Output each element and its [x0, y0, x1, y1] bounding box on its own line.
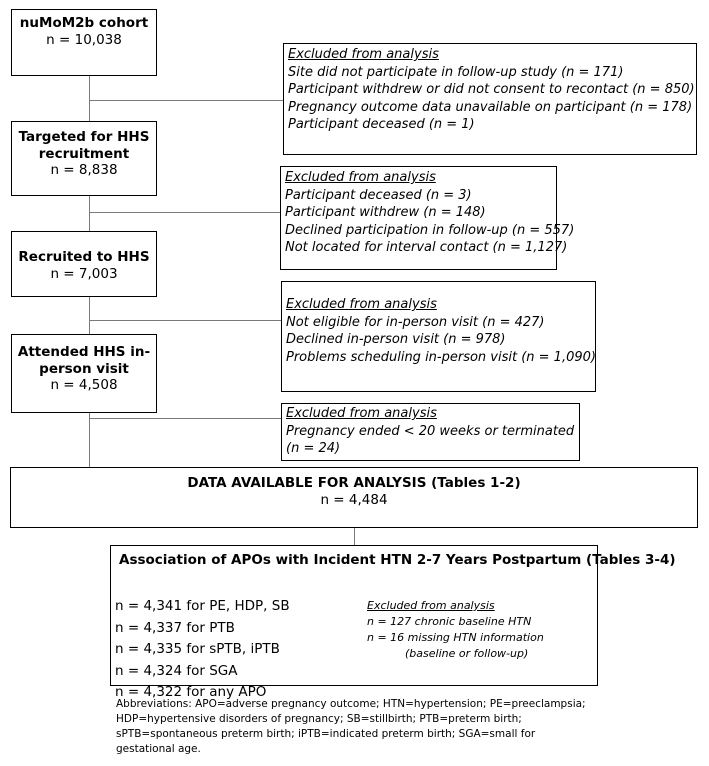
stage-count: n = 7,003 — [50, 265, 118, 282]
exclusion-item: Problems scheduling in-person visit (n = 1,090) — [286, 349, 596, 365]
analysis-title: DATA AVAILABLE FOR ANALYSIS (Tables 1-2) — [187, 475, 521, 491]
exclusion-item: (n = 24) — [286, 441, 341, 456]
count-item: n = 4,324 for SGA — [115, 662, 238, 679]
stage-count: n = 10,038 — [46, 31, 122, 48]
association-title: Association of APOs with Incident HTN 2-7 Years Postpartum (Tables 3-4) — [119, 552, 676, 568]
stage-count: n = 4,508 — [50, 377, 118, 393]
exclusion-item: Participant withdrew or did not consent to recontact (n = 850) — [288, 82, 695, 97]
branch-line-3 — [89, 320, 281, 321]
exclusion-item: Site did not participate in follow-up study (n = 171) — [288, 64, 624, 80]
exclusion-item: Not located for interval contact (n = 1,127) — [285, 240, 568, 255]
stage-title: Targeted for HHS recruitment — [18, 129, 150, 162]
stage-cohort — [11, 9, 157, 76]
stage-attended — [11, 334, 157, 413]
stage-title: nuMoM2b cohort — [19, 15, 149, 31]
branch-line-2 — [89, 212, 284, 213]
exclusion-item: Participant withdrew (n = 148) — [285, 205, 486, 220]
count-item: n = 4,322 for any APO — [115, 684, 267, 700]
exclusion-box-3 — [281, 281, 596, 392]
stage-title: Recruited to HHS — [18, 249, 150, 265]
exclusion-heading: Excluded from analysis — [286, 297, 437, 312]
exclusion-heading: Excluded from analysis — [367, 599, 495, 612]
count-item: n = 4,337 for PTB — [115, 619, 235, 636]
exclusion-item: Pregnancy outcome data unavailable on participant (n = 178) — [288, 99, 693, 115]
exclusion-box-1 — [283, 43, 697, 155]
connector-analysis-to-association — [354, 528, 355, 545]
exclusion-item: Participant deceased (n = 3) — [285, 187, 472, 203]
count-item: n = 4,335 for sPTB, iPTB — [115, 641, 280, 657]
stage-recruited — [11, 231, 157, 297]
exclusion-item: Declined in-person visit (n = 978) — [286, 332, 506, 347]
exclusion-item: Participant deceased (n = 1) — [288, 117, 475, 132]
exclusion-item: (baseline or follow-up) — [405, 647, 529, 660]
branch-line-1 — [89, 100, 283, 101]
association-counts — [115, 596, 290, 704]
stage-targeted — [11, 121, 157, 196]
exclusion-item: Not eligible for in-person visit (n = 427) — [286, 314, 545, 330]
exclusion-heading: Excluded from analysis — [288, 47, 439, 62]
exclusion-item: Declined participation in follow-up (n = 557) — [285, 222, 575, 238]
analysis-box — [10, 467, 698, 528]
exclusion-box-2 — [280, 166, 575, 270]
exclusion-item: Pregnancy ended < 20 weeks or terminated — [286, 423, 575, 439]
exclusion-item: n = 16 missing HTN information — [367, 631, 544, 644]
branch-line-4 — [89, 418, 281, 419]
association-exclusions — [367, 598, 544, 662]
exclusion-item: n = 127 chronic baseline HTN — [367, 615, 532, 628]
exclusion-box-4 — [281, 403, 580, 461]
stage-title: Attended HHS in-person visit — [17, 344, 151, 377]
association-box — [110, 545, 676, 700]
abbreviations-note: Abbreviations: APO=adverse pregnancy outcome; HTN=hypertension; PE=preeclampsia; HDP=hypertensive disorders of pregnancy; SB=stillbirth; PTB=preterm birth; sPTB=spontaneous preterm birth; iPTB=indicated preterm birth; SGA=small for gestational age. — [116, 698, 586, 755]
analysis-count: n = 4,484 — [320, 492, 388, 508]
count-item: n = 4,341 for PE, HDP, SB — [115, 598, 290, 614]
exclusion-heading: Excluded from analysis — [285, 170, 436, 185]
stage-count: n = 8,838 — [50, 162, 118, 178]
exclusion-heading: Excluded from analysis — [286, 406, 437, 421]
